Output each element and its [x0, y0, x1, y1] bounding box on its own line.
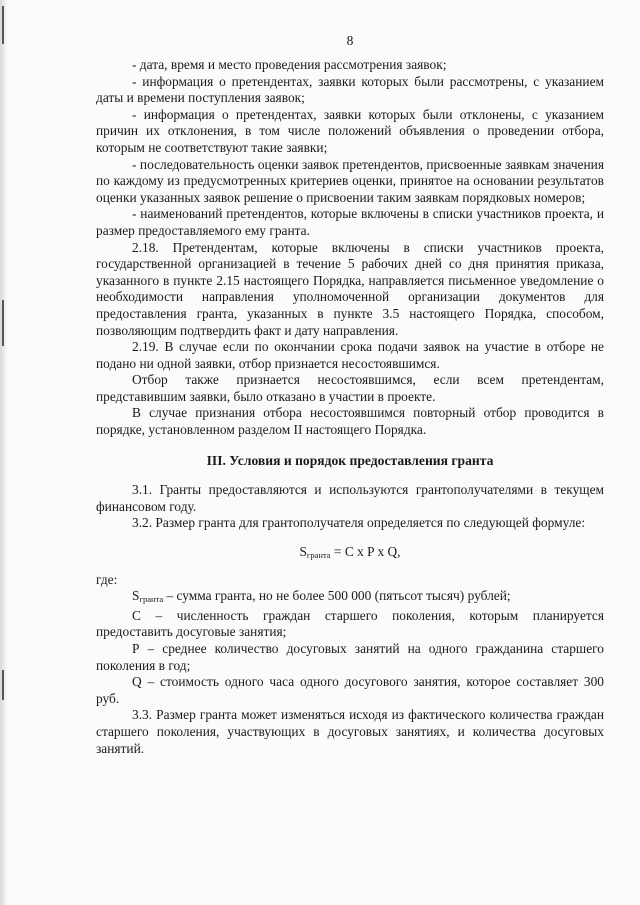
definition-item: Q – стоимость одного часа одного досугового занятия, которое составляет 300 руб. — [96, 674, 604, 706]
definition-item: С – численность граждан старшего поколения, которым планируется предоставить досуговые занятия; — [96, 607, 604, 640]
paragraph-3-1: 3.1. Гранты предоставляются и используются грантополучателями в текущем финансовом году. — [96, 482, 604, 514]
definition-symbol: S — [132, 588, 140, 604]
paragraph: Отбор также признается несостоявшимся, если всем претендентам, представившим заявки, было отказано в участии в проекте. — [96, 372, 604, 404]
paragraph-2-18: 2.18. Претендентам, которые включены в списки участников проекта, государственной организацией в течение 5 рабочих дней со дня принятия приказа, указанного в пункте 2.15 настоящего Порядка, направляется письменное уведомление о необходимости направления уполномоченной организации документов для предоставления гранта, указанных в пункте 3.5 настоящего Порядка, способом, позволяющим подтвердить факт и дату направления. — [96, 239, 604, 338]
paragraph: В случае признания отбора несостоявшимся повторный отбор проводится в порядке, установленном разделом II настоящего Порядка. — [96, 405, 604, 438]
where-label: где: — [96, 571, 118, 587]
definition-subscript: гранта — [139, 594, 164, 605]
definition-item: Р – среднее количество досуговых занятий на одного гражданина старшего поколения в год; — [96, 641, 604, 673]
scan-mark — [2, 670, 4, 700]
formula-expression: = C x P x Q, — [330, 544, 401, 560]
page-number: 8 — [346, 33, 354, 48]
document-body — [96, 57, 604, 757]
formula-subscript: гранта — [306, 550, 331, 561]
formula-symbol: S — [299, 544, 307, 560]
list-item: - дата, время и место проведения рассмотрения заявок; — [132, 57, 447, 72]
grant-formula — [96, 544, 604, 564]
list-item: - информация о претендентах, заявки которых были рассмотрены, с указанием даты и времени поступления заявок; — [96, 73, 604, 106]
list-item: - последовательность оценки заявок претендентов, присвоенные заявкам значения по каждому из предусмотренных критериев оценки, принятое на основании результатов оценки указанных заявок решение о присвоении таким заявкам порядковых номеров; — [96, 156, 604, 205]
list-item: - информация о претендентах, заявки которых были отклонены, с указанием причин их отклонения, в том числе положений объявления о проведении отбора, которым не соответствуют такие заявки; — [96, 106, 604, 155]
list-item: - наименований претендентов, которые включены в списки участников проекта, и размер предоставляемого ему гранта. — [96, 206, 604, 238]
paragraph-2-19: 2.19. В случае если по окончании срока подачи заявок на участие в отборе не подано ни одной заявки, отбор признается несостоявшимся. — [96, 339, 604, 371]
scan-mark — [2, 300, 4, 346]
paragraph-3-2: 3.2. Размер гранта для грантополучателя определяется по следующей формуле: — [132, 515, 586, 531]
definition-text: – сумма гранта, но не более 500 000 (пятьсот тысяч) рублей; — [163, 588, 511, 604]
binding-edge — [0, 0, 8, 905]
section-heading: III. Условия и порядок предоставления гранта — [206, 452, 494, 468]
definition-item — [96, 588, 604, 608]
paragraph-3-3: 3.3. Размер гранта может изменяться исходя из фактического количества граждан старшего поколения, участвующих в досуговых занятиях, и количества досуговых занятий. — [96, 707, 604, 756]
